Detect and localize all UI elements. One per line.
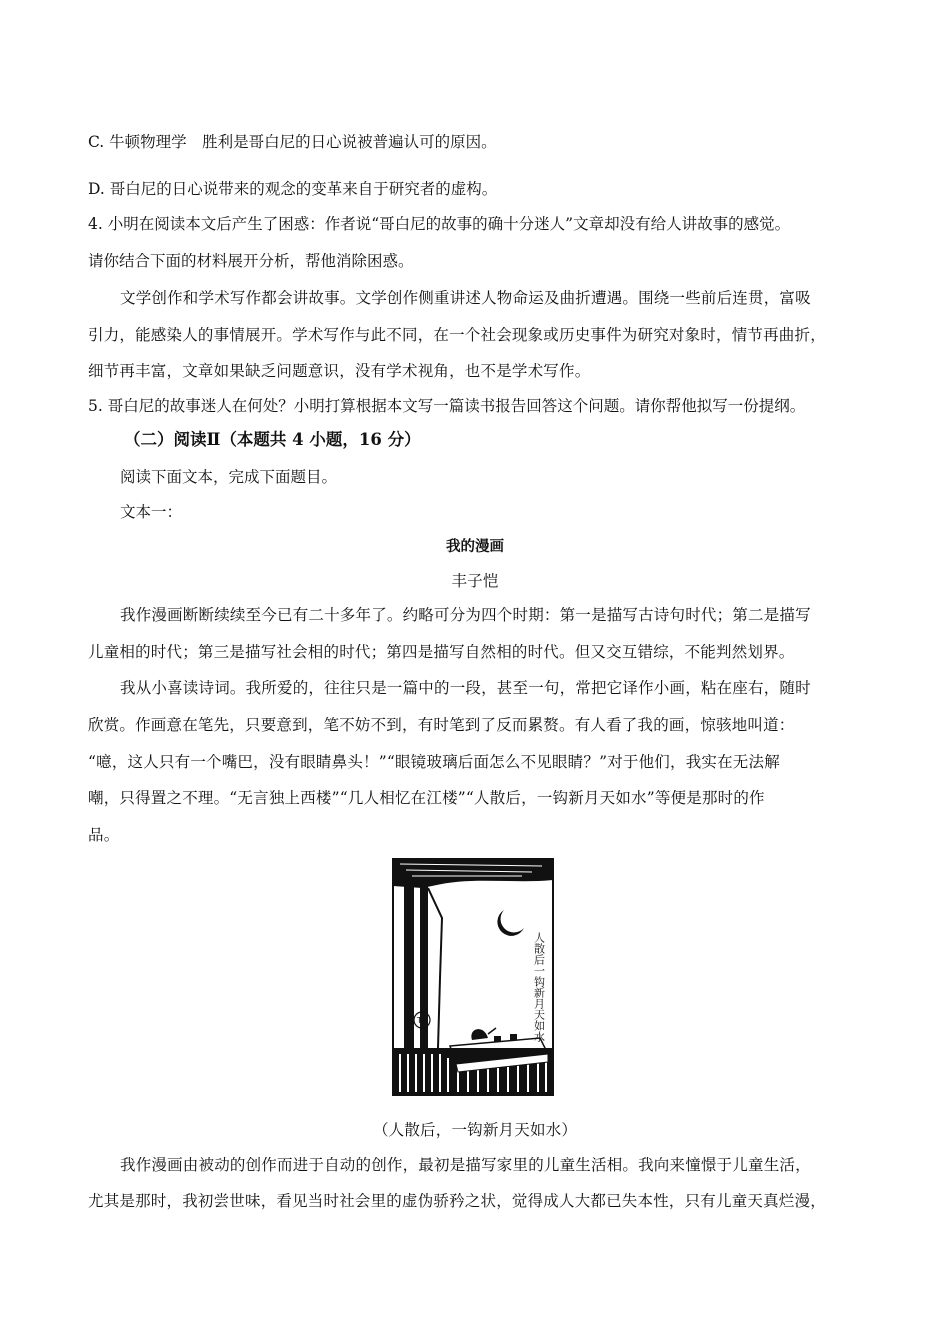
para2-line-2: 欣赏。作画意在笔先，只要意到，笔不妨不到，有时笔到了反而累赘。有人看了我的画，惊骇地叫道： bbox=[88, 716, 795, 734]
para2-line-4: 嘲，只得置之不理。“无言独上西楼”“几人相忆在江楼”“人散后，一钩新月天如水”等便是那时的作 bbox=[88, 789, 765, 807]
text-label: 文本一： bbox=[120, 503, 183, 521]
question-4-line-1: 4. 小明在阅读本文后产生了困惑：作者说“哥白尼的故事的确十分迷人”文章却没有给人讲故事的感觉。 bbox=[88, 215, 791, 233]
section-title: （二）阅读Ⅱ（本题共 4 小题，16 分） bbox=[124, 430, 421, 449]
instruction: 阅读下面文本，完成下面题目。 bbox=[120, 468, 338, 486]
para1-line-1: 我作漫画断断续续至今已有二十多年了。约略可分为四个时期：第一是描写古诗句时代；第二是描写 bbox=[120, 606, 811, 624]
para2-line-5: 品。 bbox=[88, 826, 120, 844]
para3-line-1: 我作漫画由被动的创作而进于自动的创作，最初是描写家里的儿童生活相。我向来憧憬于儿童生活， bbox=[120, 1156, 811, 1174]
material-line-1: 文学创作和学术写作都会讲故事。文学创作侧重讲述人物命运及曲折遭遇。围绕一些前后连贯，富吸 bbox=[120, 289, 811, 307]
question-5: 5. 哥白尼的故事迷人在何处？小明打算根据本文写一篇读书报告回答这个问题。请你帮他拟写一份提纲。 bbox=[88, 397, 806, 415]
para2-line-1: 我从小喜读诗词。我所爱的，往往只是一篇中的一段，甚至一句，常把它译作小画，粘在座右，随时 bbox=[120, 679, 811, 697]
manhua-painting bbox=[392, 858, 554, 1096]
para2-line-3: “噫，这人只有一个嘴巴，没有眼睛鼻头！”“眼镜玻璃后面怎么不见眼睛？”对于他们，我实在无法解 bbox=[88, 753, 780, 771]
painting-caption: （人散后，一钩新月天如水） bbox=[372, 1121, 578, 1139]
para1-line-2: 儿童相的时代；第三是描写社会相的时代；第四是描写自然相的时代。但又交互错综，不能判然划界。 bbox=[88, 643, 795, 661]
article-author: 丰子恺 bbox=[451, 572, 499, 590]
painting-seal: TK bbox=[416, 1016, 428, 1025]
option-c: C. 牛顿物理学 胜利是哥白尼的日心说被普遍认可的原因。 bbox=[88, 133, 497, 151]
material-line-3: 细节再丰富，文章如果缺乏问题意识，没有学术视角，也不是学术写作。 bbox=[88, 362, 591, 380]
question-4-line-2: 请你结合下面的材料展开分析，帮他消除困惑。 bbox=[88, 252, 414, 270]
painting-inscription: 人散后一钩新月天如水 bbox=[532, 932, 546, 1042]
article-title: 我的漫画 bbox=[446, 538, 504, 555]
material-line-2: 引力，能感染人的事情展开。学术写作与此不同，在一个社会现象或历史事件为研究对象时，情节再曲折， bbox=[88, 326, 826, 344]
para3-line-2: 尤其是那时，我初尝世味，看见当时社会里的虚伪骄矜之状，觉得成人大都已失本性，只有儿童天真烂漫， bbox=[88, 1192, 826, 1210]
option-d: D. 哥白尼的日心说带来的观念的变革来自于研究者的虚构。 bbox=[88, 180, 498, 198]
